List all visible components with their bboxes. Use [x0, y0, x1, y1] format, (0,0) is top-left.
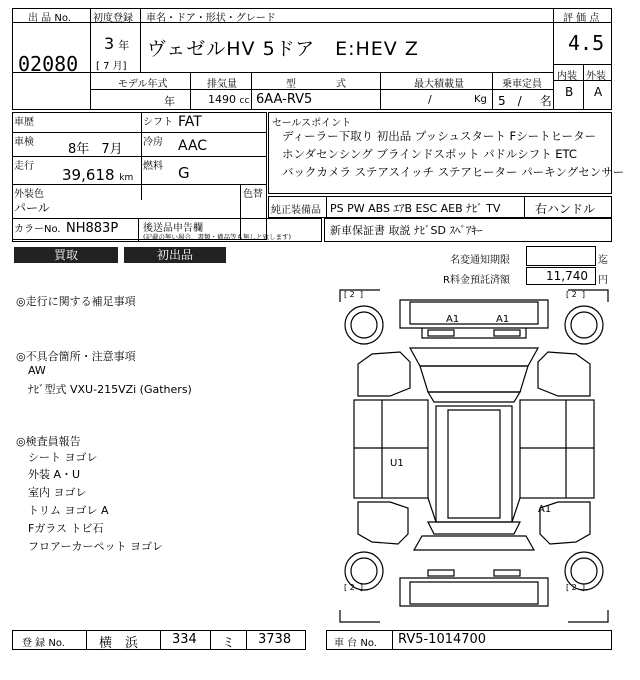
name-change-unit: 迄: [598, 255, 608, 266]
model-code: 6AA-RV5: [256, 92, 313, 107]
corner-count-tl: [ 2 ​ ]: [344, 290, 363, 299]
sales-point-line-1: ディーラー下取り 初出品 プッシュスタート Fシートヒーター: [282, 129, 597, 143]
damage-a1-front-right: A1: [496, 314, 510, 325]
inspection-value: 8年 7月: [68, 142, 123, 157]
capacity-label: 乗車定員: [502, 79, 542, 90]
mileage-label: 走行: [14, 161, 34, 172]
warranty-items: 新車保証書 取説 ﾅﾋﾞSD ｽﾍﾟｱｷｰ: [330, 224, 483, 237]
lot-label: 出 品 No.: [28, 13, 71, 24]
shift-value: FAT: [178, 114, 202, 130]
damage-a1-front-left: A1: [446, 314, 460, 325]
sales-point-line-3: バックカメラ ステアスイッチ ステアヒーター パーキングセンサー: [282, 165, 625, 179]
driving-notes-label: ◎走行に関する補足事項: [16, 295, 136, 308]
max-load-unit: Kg: [474, 94, 487, 105]
inspector-remark-6: フロアーカーペット ヨゴレ: [28, 540, 163, 553]
first-listing-tag: 初出品: [124, 247, 226, 263]
chassis-label: 車 台 No.: [334, 638, 377, 649]
sales-points-label: セールスポイント: [272, 118, 352, 129]
reg-month: [ 7 月]: [96, 61, 127, 72]
max-load-slash: /: [428, 93, 432, 106]
capacity-value: 5 / 名: [498, 94, 552, 108]
equipment-label: 純正装備品: [271, 205, 321, 216]
name-change-label: 名変通知期限: [450, 255, 510, 266]
ac-value: AAC: [178, 138, 208, 154]
corner-count-bl: [ 2 ​ ]: [344, 583, 363, 592]
car-name: ヴェゼルHV 5ドア E:HEV Z: [147, 38, 419, 60]
handle-value: 右ハンドル: [535, 202, 596, 216]
reg-number: 3738: [258, 632, 292, 647]
reg-class: 334: [172, 632, 197, 647]
displacement-value: 1490 cc: [208, 93, 250, 106]
shift-label: シフト: [143, 117, 173, 128]
interior-grade: B: [565, 85, 574, 99]
mileage-value: 39,618 km: [62, 166, 134, 184]
exterior-grade: A: [594, 85, 603, 99]
color-change-label: 色替: [243, 189, 263, 200]
model-year-unit: 年: [164, 95, 175, 108]
inspector-remark-5: Fガラス トビ石: [28, 522, 104, 535]
model-code-label: 型 式: [286, 79, 346, 90]
aftermarket-note: (記載の無い場合、書類・備品等も無しと致します): [143, 233, 292, 241]
corner-count-br: [ 2 ​ ]: [566, 583, 585, 592]
exterior-label: 外装: [586, 71, 606, 82]
reg-label: 登 録 No.: [22, 638, 65, 649]
reg-year: 3 年: [104, 34, 130, 53]
recycle-yen: 円: [598, 275, 608, 286]
chassis-number: RV5-1014700: [398, 632, 487, 647]
ext-color-label: 外装色: [14, 189, 44, 200]
fuel-value: G: [178, 164, 190, 182]
sales-point-line-2: ホンダセンシング ブラインドスポット パドルシフト ETC: [282, 147, 577, 161]
recycle-amount: 11,740: [546, 269, 588, 283]
name-change-box: [526, 246, 596, 266]
reg-kana: ミ: [222, 636, 236, 651]
inspector-remark-1: シート ヨゴレ: [28, 451, 98, 464]
corner-count-tr: [ 2 ​ ]: [566, 290, 585, 299]
ac-label: 冷房: [143, 137, 163, 148]
inspector-remark-2: 外装 A・U: [28, 468, 81, 481]
car-damage-diagram: [338, 288, 610, 624]
ext-color-value: パール: [14, 201, 50, 215]
defects-label: ◎不具合箇所・注意事項: [16, 350, 136, 363]
defect-2: ﾅﾋﾞ型式 VXU-215VZi (Gathers): [28, 383, 192, 396]
damage-a1-side: A1: [538, 504, 552, 515]
first-reg-label: 初度登録: [93, 13, 133, 24]
model-year-label: モデル年式: [118, 79, 168, 90]
color-no-label: カラーNo.: [14, 224, 61, 235]
defect-1: AW: [28, 364, 46, 377]
car-name-label: 車名・ドア・形状・グレード: [146, 13, 276, 24]
score-value: 4.5: [568, 31, 605, 55]
inspector-label: ◎検査員報告: [16, 435, 81, 448]
damage-u1: U1: [390, 458, 404, 469]
score-label: 評 価 点: [563, 13, 600, 24]
fuel-label: 燃料: [143, 161, 163, 172]
aftermarket-label: 後送品申告欄: [143, 223, 203, 234]
interior-label: 内装: [557, 71, 577, 82]
inspection-label: 車検: [14, 137, 34, 148]
inspector-remark-4: トリム ヨゴレ A: [28, 504, 109, 517]
purchase-tag: 買取: [14, 247, 118, 263]
lot-number: 02080: [18, 52, 79, 76]
reg-area: 横 浜: [99, 636, 139, 651]
color-no-value: NH883P: [66, 221, 119, 236]
displacement-label: 排気量: [207, 79, 237, 90]
max-load-label: 最大積載量: [414, 79, 464, 90]
inspector-remark-3: 室内 ヨゴレ: [28, 486, 87, 499]
equipment-items: PS PW ABS ｴｱB ESC AEB ﾅﾋﾞ TV: [330, 202, 501, 215]
recycle-label: R料金預託済額: [443, 275, 510, 286]
history-label: 車歴: [14, 117, 34, 128]
